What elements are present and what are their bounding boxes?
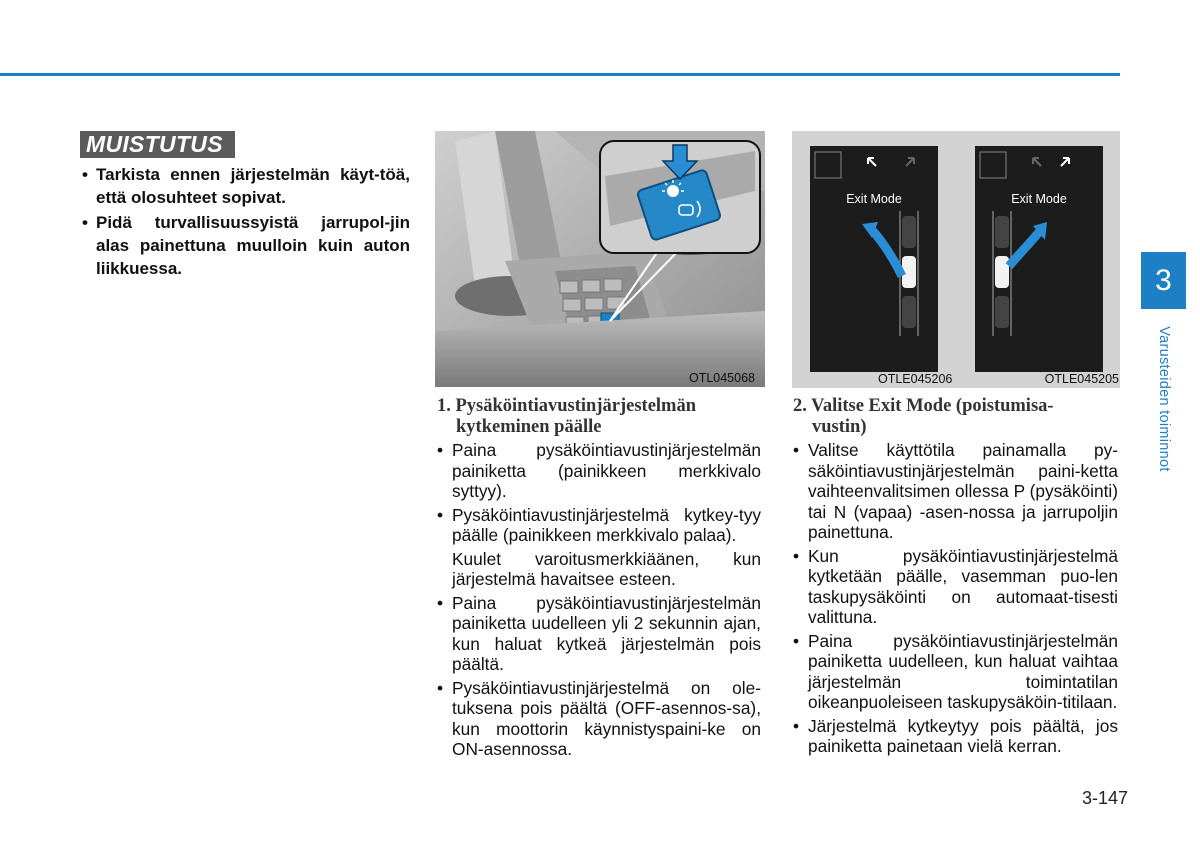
header-rule	[0, 73, 1120, 76]
list-item: • Paina pysäköintiavustinjärjestelmän painiketta uudelleen, kun haluat vaihtaa järjestelmän toimintatilan oikeanpuoleiseen taskupysäköin-titilaan.	[792, 631, 1118, 713]
list-item: • Pysäköintiavustinjärjestelmä kytkey-tyy päälle (painikkeen merkkivalo palaa).	[436, 505, 761, 546]
list-item: • Paina pysäköintiavustinjärjestelmän painiketta (painikkeen merkkivalo syttyy).	[436, 440, 761, 502]
section1-title	[437, 396, 767, 438]
figure-code-right: OTLE045205	[1044, 372, 1119, 386]
screen-right-graphic	[975, 146, 1103, 372]
section1-title-line2: kytkeminen päälle	[456, 417, 602, 437]
screen-right-title: Exit Mode	[1011, 192, 1067, 206]
figure-code: OTL045068	[688, 371, 755, 385]
section2-title	[793, 396, 1123, 438]
console-figure	[435, 131, 765, 387]
note-badge: MUISTUTUS	[80, 131, 235, 158]
section1-list	[436, 440, 761, 760]
page-number: 3-147	[1082, 788, 1129, 808]
arrow-upleft-icon	[868, 158, 876, 166]
section2-title-line2: vustin)	[812, 417, 867, 437]
arrow-upright-icon	[906, 158, 914, 166]
screen-left-title: Exit Mode	[846, 192, 902, 206]
section1-title-line1: 1. Pysäköintiavustinjärjestelmän	[437, 396, 696, 416]
section2-list	[792, 440, 1118, 757]
list-item-continuation: Kuulet varoitusmerkkiäänen, kun järjestelmä havaitsee esteen.	[452, 548, 761, 589]
section2-title-line1: 2. Valitse Exit Mode (poistumisa-	[793, 396, 1054, 416]
console-illustration	[435, 131, 765, 387]
list-item: • Paina pysäköintiavustinjärjestelmän painiketta uudelleen yli 2 sekunnin ajan, kun haluat kytkeä järjestelmän pois päältä.	[436, 593, 761, 675]
list-item: • Pysäköintiavustinjärjestelmä on ole-tuksena pois päältä (OFF-asennos-sa), kun moottorin käynnistyspaini-ke on ON-asennossa.	[436, 678, 761, 760]
arrow-upleft-icon	[1033, 158, 1041, 166]
list-item: • Kun pysäköintiavustinjärjestelmä kytketään päälle, vasemman puo-len taskupysäköinti on automaat-tisesti valittuna.	[792, 546, 1118, 628]
screens-figure	[792, 131, 1120, 388]
figure-code-left: OTLE045206	[878, 372, 953, 386]
chapter-tab: 3	[1141, 252, 1186, 309]
list-item: • Järjestelmä kytkeytyy pois päältä, jos painiketta painetaan vielä kerran.	[792, 716, 1118, 757]
screen-left	[810, 146, 938, 372]
chapter-title-text: Varusteiden toiminnot	[1156, 325, 1172, 472]
note-item: • Pidä turvallisuussyistä jarrupol-jin alas painettuna muulloin kuin auton liikkuessa.	[80, 211, 410, 280]
list-item: • Valitse käyttötila painamalla py-säköintiavustinjärjestelmän paini-ketta vaihteenvalitsimen ollessa P (pysäköinti) tai N (vapaa) -asen-nossa ja jarrupoljin painettuna.	[792, 440, 1118, 543]
chapter-title	[1153, 316, 1175, 481]
arrow-upright-icon	[1061, 158, 1069, 166]
screen-right	[975, 146, 1103, 372]
note-item: • Tarkista ennen järjestelmän käyt-töä, että olosuhteet sopivat.	[80, 163, 410, 209]
screen-left-graphic	[810, 146, 938, 372]
note-list	[80, 163, 410, 282]
